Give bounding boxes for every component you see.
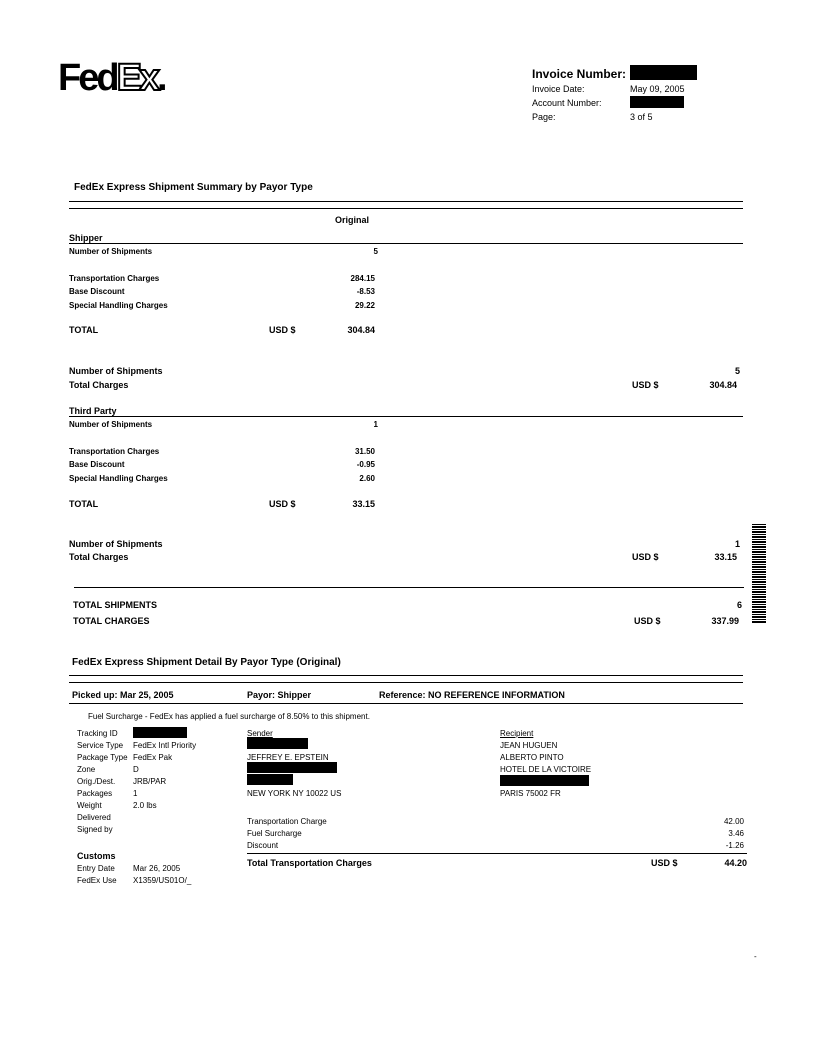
fuel-surcharge-label: Fuel Surcharge	[247, 829, 302, 838]
entry-date-value: Mar 26, 2005	[133, 864, 181, 873]
recipient-line1: JEAN HUGUEN	[500, 741, 558, 750]
shipper-sub-num-label: Number of Shipments	[69, 366, 163, 376]
divider	[69, 682, 743, 683]
third-party-sub-total-currency: USD $	[632, 552, 659, 562]
zone-label: Zone	[77, 765, 96, 774]
fuel-note: Fuel Surcharge - FedEx has applied a fuel surcharge of 8.50% to this shipment.	[88, 712, 370, 721]
entry-date-label: Entry Date	[77, 864, 115, 873]
weight-value: 2.0 lbs	[133, 801, 157, 810]
summary-title: FedEx Express Shipment Summary by Payor Type	[74, 182, 313, 193]
third-party-special-value: 2.60	[359, 474, 375, 483]
shipper-total-label: TOTAL	[69, 325, 99, 335]
discount-label: Discount	[247, 841, 279, 850]
footer-mark: -	[754, 952, 757, 961]
sender-redacted	[247, 774, 293, 785]
third-party-sub-total-value: 33.15	[714, 552, 737, 562]
barcode	[752, 524, 766, 624]
third-party-sub-num-value: 1	[734, 539, 740, 549]
recipient-line2: ALBERTO PINTO	[500, 753, 564, 762]
origdest-label: Orig./Dest.	[77, 777, 116, 786]
sender-city: NEW YORK NY 10022 US	[247, 789, 342, 798]
total-transportation-label: Total Transportation Charges	[247, 858, 372, 868]
fedex-logo: FedEx.	[58, 57, 165, 99]
page-value: 3 of 5	[630, 112, 653, 122]
divider	[69, 416, 743, 417]
divider	[74, 587, 744, 588]
discount-value: -1.26	[725, 841, 744, 850]
third-party-section-label: Third Party	[69, 406, 117, 416]
shipper-sub-total-currency: USD $	[632, 380, 659, 390]
sender-redacted	[247, 762, 337, 773]
sender-redacted	[247, 738, 308, 749]
account-number-label: Account Number:	[532, 98, 602, 108]
picked-up: Picked up: Mar 25, 2005	[72, 690, 174, 700]
third-party-transportation-label: Transportation Charges	[69, 447, 160, 456]
third-party-transportation-value: 31.50	[354, 447, 375, 456]
divider	[69, 703, 743, 704]
divider	[69, 675, 743, 676]
third-party-num-shipments-label: Number of Shipments	[69, 420, 153, 429]
delivered-label: Delivered	[77, 813, 111, 822]
origdest-value: JRB/PAR	[133, 777, 167, 786]
fedex-use-value: X1359/US01O/_	[133, 876, 192, 885]
grand-charges-value: 337.99	[711, 616, 739, 626]
total-transportation-value: 44.20	[724, 858, 747, 868]
invoice-date-label: Invoice Date:	[532, 84, 585, 94]
shipper-num-shipments-value: 5	[373, 247, 378, 256]
third-party-total-currency: USD $	[269, 499, 296, 509]
invoice-number-redacted	[630, 65, 697, 80]
package-label: Package Type	[77, 753, 128, 762]
sender-label: Sender	[247, 729, 273, 738]
payor: Payor: Shipper	[247, 690, 312, 700]
grand-shipments-label: TOTAL SHIPMENTS	[73, 600, 158, 610]
page-label: Page:	[532, 112, 556, 122]
grand-charges-currency: USD $	[634, 616, 661, 626]
grand-charges-label: TOTAL CHARGES	[73, 616, 150, 626]
shipper-total-currency: USD $	[269, 325, 296, 335]
zone-value: D	[133, 765, 139, 774]
third-party-special-label: Special Handling Charges	[69, 474, 168, 483]
shipper-section-label: Shipper	[69, 233, 103, 243]
total-transportation-currency: USD $	[651, 858, 678, 868]
recipient-city: PARIS 75002 FR	[500, 789, 561, 798]
account-number-redacted	[630, 96, 684, 108]
third-party-base-discount-label: Base Discount	[69, 460, 125, 469]
shipper-num-shipments-label: Number of Shipments	[69, 247, 153, 256]
invoice-number-label: Invoice Number:	[532, 67, 627, 81]
tracking-redacted	[133, 727, 187, 738]
shipper-base-discount-label: Base Discount	[69, 287, 125, 296]
customs-title: Customs	[77, 851, 116, 861]
shipper-special-value: 29.22	[354, 301, 375, 310]
sender-name: JEFFREY E. EPSTEIN	[247, 753, 329, 762]
reference: Reference: NO REFERENCE INFORMATION	[379, 690, 565, 700]
shipper-sub-total-label: Total Charges	[69, 380, 129, 390]
shipper-total-value: 304.84	[347, 325, 375, 335]
shipper-transportation-value: 284.15	[350, 274, 375, 283]
package-value: FedEx Pak	[133, 753, 173, 762]
divider	[69, 208, 743, 209]
service-value: FedEx Intl Priority	[133, 741, 197, 750]
third-party-sub-total-label: Total Charges	[69, 552, 129, 562]
weight-label: Weight	[77, 801, 102, 810]
third-party-base-discount-value: -0.95	[356, 460, 375, 469]
divider	[247, 853, 747, 854]
recipient-line3: HOTEL DE LA VICTOIRE	[500, 765, 592, 774]
shipper-special-label: Special Handling Charges	[69, 301, 168, 310]
third-party-total-label: TOTAL	[69, 499, 99, 509]
fedex-use-label: FedEx Use	[77, 876, 117, 885]
shipper-base-discount-value: -8.53	[356, 287, 375, 296]
invoice-date-value: May 09, 2005	[630, 84, 685, 94]
shipper-sub-num-value: 5	[734, 366, 740, 376]
transportation-charge-label: Transportation Charge	[247, 817, 327, 826]
divider	[69, 201, 743, 202]
recipient-label: Recipient	[500, 729, 534, 738]
shipper-transportation-label: Transportation Charges	[69, 274, 160, 283]
packages-label: Packages	[77, 789, 113, 798]
transportation-charge-value: 42.00	[723, 817, 744, 826]
third-party-total-value: 33.15	[352, 499, 375, 509]
signed-label: Signed by	[77, 825, 113, 834]
shipper-sub-total-value: 304.84	[709, 380, 737, 390]
detail-title: FedEx Express Shipment Detail By Payor Type (Original)	[72, 657, 341, 668]
grand-shipments-value: 6	[736, 600, 742, 610]
service-label: Service Type	[77, 741, 124, 750]
recipient-redacted	[500, 775, 589, 786]
tracking-label: Tracking ID	[77, 729, 118, 738]
third-party-sub-num-label: Number of Shipments	[69, 539, 163, 549]
divider	[69, 243, 743, 244]
packages-value: 1	[133, 789, 138, 798]
third-party-num-shipments-value: 1	[373, 420, 378, 429]
fuel-surcharge-value: 3.46	[728, 829, 744, 838]
column-header-original: Original	[335, 215, 370, 225]
